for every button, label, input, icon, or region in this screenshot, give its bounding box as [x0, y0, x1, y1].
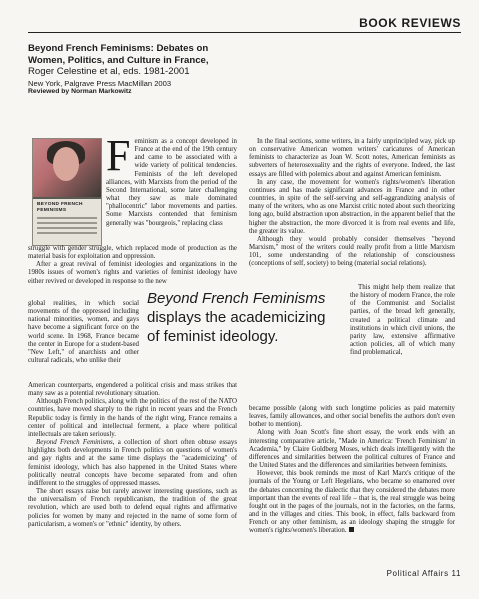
pull-quote-line1	[147, 290, 325, 307]
left-column-top	[106, 138, 237, 245]
pull-quote-line3: of feminist ideology.	[147, 327, 279, 345]
paragraph: In the final sections, some writers, in a fairly unprincipled way, pick up on conservative American women writers' caricatures of American feminists to characterize as Joan W. Scott notes, American feminists as subverters of heterosexuality and the rights of everyone. Indeed, the last essays are filled with polemics about and against American feminism.	[249, 138, 455, 178]
right-column-top	[249, 138, 455, 284]
paragraph: American counterparts, engendered a political crisis and mass strikes that many saw as a potential revolutionary situation.	[28, 382, 237, 398]
page-footer: Political Affairs 11	[386, 569, 461, 578]
section-label: BOOK REVIEWS	[359, 16, 461, 30]
paragraph	[106, 138, 237, 228]
review-title	[28, 43, 308, 66]
cover-title-line1: BEYOND FRENCH	[37, 202, 83, 207]
pull-quote-book-title: Beyond French Feminisms	[147, 290, 326, 307]
paragraph-text: eminism as a concept developed in France at the end of the 19th century and came to be associated with a wide variety of political tendencies. Feminists of the left developed alliances, with Marxists from the period of the Second International, some later challenging what they saw as male dominated "phallocentric" labor movements and parties. Some Marxists contended that feminism generally was "bourgeois," replacing class	[106, 138, 237, 227]
paragraph: Although French politics, along with the politics of the rest of the NATO countries, have moved sharply to the right in recent years and the French Republic today is firmly in the hands of the right wing, France remains a center of political and intellectual ferment, a place where political intellectuals are taken seriously.	[28, 398, 237, 438]
review-header	[28, 43, 308, 96]
pull-quote	[147, 290, 347, 346]
paragraph: This might help them realize that the history of modern France, the role of the Communist and Socialist parties, of the broad left generally, created a political climate and institutions in which civil unions, the parity law, extensive affirmative action policies, all of which many find problematical,	[350, 284, 455, 357]
paragraph-text: , a collection of short often obtuse essays highlights both developments in French politics on questions of women's and gay rights and at the same time displays the "academicizing" of feminist ideology, which has also happened in the United States where politically neutral concepts have become separated from and often indifferent to the struggles of oppressed masses.	[28, 439, 237, 487]
paragraph: became possible (along with such longtime policies as paid maternity leaves, family allowances, and other social benefits the authors don't even bother to mention).	[249, 405, 455, 429]
cover-title	[37, 202, 97, 214]
book-title-italic: Beyond French Feminisms	[36, 439, 113, 447]
cover-strip	[33, 197, 101, 199]
review-authors: Roger Celestine et al, eds. 1981-2001	[28, 66, 190, 77]
cover-face	[53, 147, 79, 181]
drop-cap: F	[106, 138, 131, 180]
paragraph: Although they would probably consider themselves "beyond Marxism," most of the writers could really profit from a little Marxism 101, some understanding of the relationship of consciousness (conceptions of self, society) to being (material social relations).	[249, 235, 455, 268]
review-title-line1: Beyond French Feminisms: Debates on	[28, 43, 209, 54]
paragraph-text: However, this book reminds me most of Karl Marx's critique of the journals of the Young or Left Hegelians, who became so enamored over the debates concerning the dialectic that they considered the debates more important than the events of real life – that is, the real struggle was being fought out in the pages of the journals, not in the factories, on the farms, and in the villages and cities. This book, in effect, falls backward from French or any other feminism, as an ideology shaping the struggle for women's rights/women's liberation.	[249, 470, 455, 535]
left-column-bottom	[28, 382, 237, 567]
pull-quote-line2: displays the academicizing	[147, 308, 326, 326]
paragraph: global realities, in which social movements of the oppressed including national minorities, women, and gays have become a significant force on the world scene. In 1968, France became the center in Europe for a student-based "New Left," of anarchists and other cultural radicals, who unlike their	[28, 300, 139, 365]
paragraph	[249, 470, 455, 535]
right-column-bottom	[249, 405, 455, 568]
cover-photo	[33, 139, 101, 197]
cover-fine-print	[37, 217, 97, 239]
review-publisher: New York, Palgrave Press MacMillan 2003	[28, 78, 172, 88]
review-title-line2: Women, Politics, and Culture in France,	[28, 54, 209, 66]
section-rule	[28, 32, 461, 33]
book-cover-image	[32, 138, 102, 246]
right-column-narrow	[350, 284, 455, 405]
left-column-narrow	[28, 300, 139, 382]
cover-title-line2: FEMINISMS	[37, 207, 67, 213]
paragraph	[28, 439, 237, 488]
paragraph: The short essays raise but rarely answer interesting questions, such as the universalism of French republicanism, the tradition of the great revolution, which are used both to defend equal rights and affirmative policies for women by many and rejected in the name of some form of particularism, a women's or "ethnic" identity, by others.	[28, 488, 237, 528]
end-of-article-mark	[349, 527, 354, 532]
paragraph: Along with Joan Scott's fine short essay, the work ends with an interesting comparative article, "Made in America: 'French Feminism' in Academia," by Claire Goldberg Moses, which deals intelligently with the differences and similarities between the political cultures of France and the United States and the differences and similarities between feminists.	[249, 429, 455, 470]
paragraph: In any case, the movement for women's rights/women's liberation continues and has made significant advances in France and in other countries, in spite of the self-serving and self-aggrandizing analysis of many of the writers, who as one Marxist critic noted about such theorizing long ago, build abstraction upon abstraction, in the apparent belief that the higher the abstraction, the more divorced it is from real events and life, the greater its value.	[249, 178, 455, 235]
paragraph: After a great revival of feminist ideologies and organizations in the 1980s issues of women's rights and varieties of feminist ideology have either revived or developed in response to the new	[28, 261, 237, 285]
reviewer-byline: Reviewed by Norman Markowitz	[28, 87, 132, 95]
paragraph: struggle with gender struggle, which replaced mode of production as the material basis for exploitation and oppression.	[28, 245, 237, 261]
